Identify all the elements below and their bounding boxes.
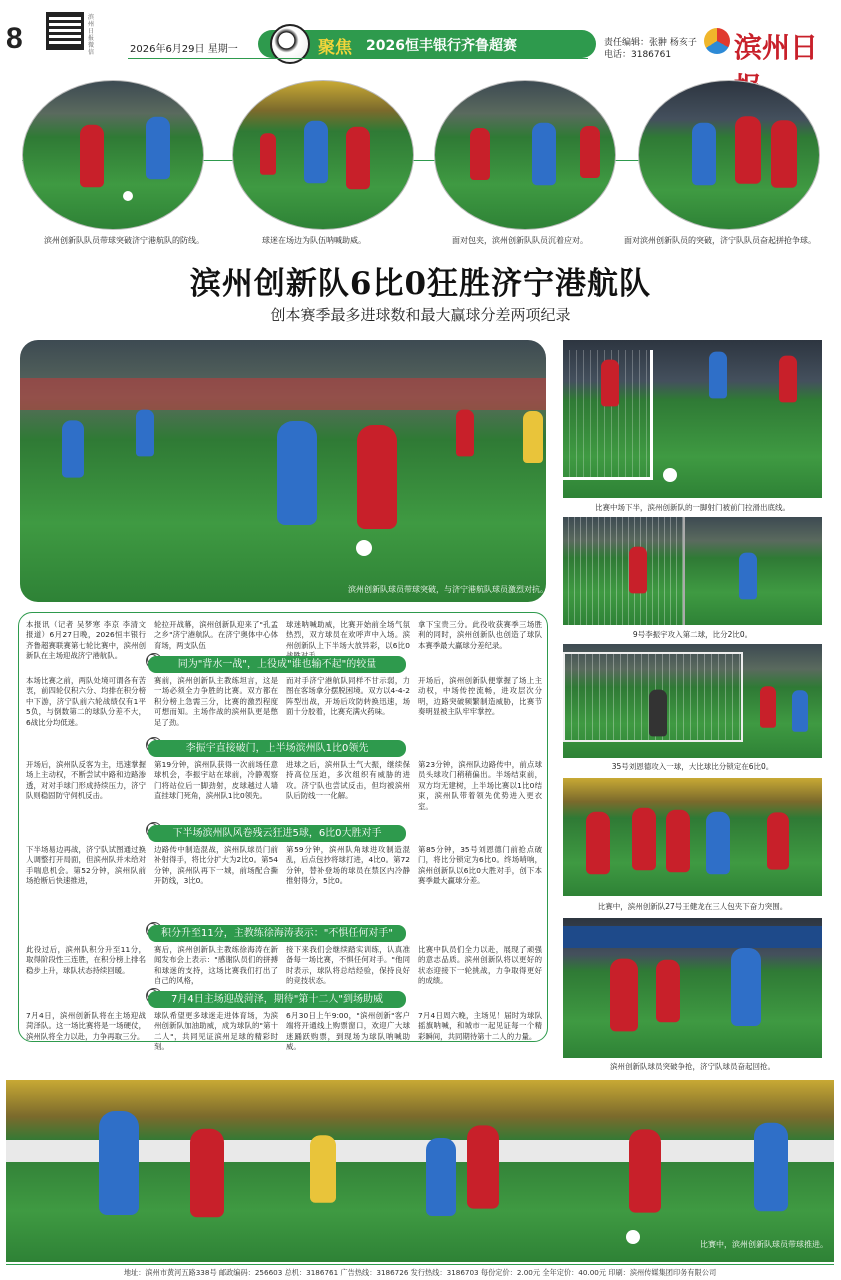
editor-line: 责任编辑：张翀 杨亥子	[604, 38, 697, 48]
article-intro-col1: 本报讯（记者 吴梦寒 李京 李清文 报道）6月27日晚，2026恒丰银行齐鲁超赛联赛第七轮比赛中，滨州创新队在主场迎战济宁港航队。	[26, 620, 146, 661]
section-heading-5: 7月4日主场迎战菏泽，期待"第十二人"到场助威	[148, 991, 406, 1008]
headline: 滨州创新队6比0狂胜济宁港航队	[189, 266, 652, 302]
section-2-col3: 进球之后，滨州队士气大振，继续保持高位压迫，多次组织有威胁的进攻。济宁队也尝试反击，但均被滨州队后防线一一化解。	[286, 760, 410, 801]
page-number: 8	[6, 22, 23, 55]
section-5-col1: 7月4日，滨州创新队将在主场迎战菏泽队。这一场比赛将是一场硬仗，滨州队将全力以赴，力争再取三分。	[26, 1011, 146, 1041]
right-caption-4: 比赛中，滨州创新队27号王健龙在三人包夹下奋力突围。	[597, 902, 788, 911]
right-caption-2: 9号李振宇攻入第二球，比分2比0。	[632, 630, 753, 639]
top-photo-4	[638, 80, 820, 230]
top-photo-1	[22, 80, 204, 230]
right-photo-1	[563, 340, 822, 498]
section-tag: 聚焦	[318, 38, 352, 58]
top-caption-3: 面对包夹，滨州创新队队员沉着应对。	[452, 236, 588, 245]
section-5-col2: 球队希望更多球迷走进体育场，为滨州创新队加油助威，成为球队的"第十二人"，共同见证滨州足球的精彩时刻。	[154, 1011, 278, 1052]
top-photo-2	[232, 80, 414, 230]
article-intro-col2: 轮拉开战幕，滨州创新队迎来了"孔孟之乡"济宁港航队。在济宁奥体中心体育场，两支队伍	[154, 620, 278, 650]
masthead: 滨州日	[734, 31, 819, 64]
section-1-col4: 开场后，滨州创新队便掌握了场上主动权，中场传控流畅，进攻层次分明，边路突破频繁制造威胁，比赛节奏明显被主队牢牢掌控。	[418, 676, 542, 717]
section-2-col1: 开场后，滨州队反客为主，迅速掌握场上主动权，不断尝试中路和边路渗透，对对手球门形成持续压力，济宁队则稳固防守伺机反击。	[26, 760, 146, 801]
section-heading-4: 积分升至11分，主教练徐海涛表示："不惧任何对手"	[148, 925, 406, 942]
section-heading-1: 同为"背水一战"，上役成"谁也输不起"的较量	[148, 656, 406, 673]
header-rule	[128, 58, 588, 59]
bottom-caption: 比赛中，滨州创新队球员带球推进。	[700, 1240, 828, 1249]
top-caption-4: 面对滨州创新队员的突破，济宁队队员奋起拼抢争球。	[624, 236, 816, 245]
section-2-col4: 第23分钟，滨州队边路传中，前点球员头球攻门稍稍偏出。半场结束前，双方均无建树，上半场比赛以1比0结束，滨州队带着领先优势进入更衣室。	[418, 760, 542, 811]
section-4-col1: 此役过后，滨州队积分升至11分，取得阶段性三连胜，在积分榜上排名稳步上升，球队状态持续回暖。	[26, 945, 146, 975]
right-photo-3	[563, 644, 822, 758]
footer-rule	[6, 1264, 834, 1265]
main-photo	[20, 340, 546, 602]
section-4-col2: 赛后，滨州创新队主教练徐海涛在新闻发布会上表示："感谢队员们的拼搏和球迷的支持，这场比赛我们打出了自己的风格，	[154, 945, 278, 986]
section-1-col2: 赛前，滨州创新队主教练坦言，这是一场必须全力争胜的比赛。双方都在积分榜上急需三分，比赛的激烈程度可想而知。主场作战的滨州队更是憋足了劲。	[154, 676, 278, 727]
section-4-col4: 比赛中队员们全力以赴，展现了顽强的意志品质。滨州创新队将以更好的状态迎接下一轮挑战，力争取得更好的成绩。	[418, 945, 542, 986]
section-5-col3: 6月30日上午9:00，"滨州创新"客户端将开通线上购票窗口，欢迎广大球迷踊跃购票，到现场为球队呐喊助威。	[286, 1011, 410, 1052]
qr-caption: 滨州日报微信	[88, 14, 95, 56]
article-intro-col3: 球迷呐喊助威，比赛开始前全场气氛热烈，双方球员在欢呼声中入场。滨州创新队上下半场大放异彩，以6比0	[286, 620, 410, 650]
section-3-col2: 边路传中制造混战，滨州队球员门前补射得手，将比分扩大为2比0。第54分钟，滨州队再下一城，前场配合撕开防线，3比0。	[154, 845, 278, 886]
qr-code	[46, 12, 84, 50]
main-photo-caption: 滨州创新队球员带球突破，与济宁港航队球员激烈对抗。	[348, 585, 548, 594]
right-photo-4	[563, 778, 822, 896]
section-heading-3: 下半场滨州队风卷残云狂进5球，6比0大胜对手	[148, 825, 406, 842]
right-caption-3: 35号刘恩德攻入一球，大比球比分锁定在6比0。	[611, 762, 774, 771]
section-1-col3: 而对手济宁港航队同样不甘示弱，力图在客场拿分摆脱困境。双方以4-4-2阵型出战，开场后攻防转换迅速，场面十分胶着，比赛充满火药味。	[286, 676, 410, 717]
section-title: 2026恒丰银行齐鲁超赛	[366, 38, 517, 54]
section-4-col3: 接下来我们会继续踏实训练，认真准备每一场比赛，不惧任何对手。"他同时表示，球队将总结经验，保持良好的竞技状态。	[286, 945, 410, 986]
right-caption-5: 滨州创新队球员突破争抢，济宁队球员奋起回抢。	[610, 1062, 775, 1071]
masthead-logo-icon	[704, 28, 730, 54]
section-1-col1: 本场比赛之前，两队处境可谓各有苦衷，前四轮仅积六分、均排在积分榜中下游，济宁队前六轮战绩仅有1平5负，与倒数第二的球队分差不大，6战比分均低迷。	[26, 676, 146, 727]
article-intro-col4: 拿下宝贵三分。此役收获赛季三场胜利的同时，滨州创新队也创造了球队本赛季最大赢球分差纪录。	[418, 620, 542, 650]
bottom-photo	[6, 1080, 834, 1262]
top-photo-3	[434, 80, 616, 230]
date-line: 2026年6月29日 星期一	[130, 44, 238, 55]
section-3-col3: 第59分钟，滨州队角球进攻制造混乱，后点包抄将球打进，4比0。第72分钟，替补登场的球员在禁区内冷静推射得分，5比0。	[286, 845, 410, 886]
subheadline: 创本赛季最多进球数和最大赢球分差两项纪录	[270, 306, 571, 324]
right-caption-1: 比赛中场下半，滨州创新队的一脚射门被前门拉滑出底线。	[595, 503, 790, 512]
right-photo-2	[563, 517, 822, 625]
right-photo-5	[563, 918, 822, 1058]
top-caption-1: 滨州创新队队员带球突破济宁港航队的防线。	[44, 236, 204, 245]
section-3-col1: 下半场易边再战，济宁队试图通过换人调整打开局面，但滨州队并未给对手喘息机会。第52分钟，滨州队前场抢断后快速推进，	[26, 845, 146, 886]
section-5-col4: 7月4日周六晚，主场见！届时为球队摇旗呐喊，和城市一起见证每一个精彩瞬间，共同期待第十二人的力量。	[418, 1011, 542, 1041]
section-2-col2: 第19分钟，滨州队获得一次前场任意球机会，李振宇站在球前，冷静观察门将站位后一脚劲射，皮球越过人墙直挂球门死角，滨州队1比0领先。	[154, 760, 278, 801]
footer: 地址：滨州市黄河五路338号 邮政编码：256603 总机：3186761 广告热线：3186726 发行热线：3186703 每份定价：2.00元 全年定价：40.00元 印刷：滨州传媒集团印务有限公司	[123, 1268, 717, 1277]
phone-line: 电话：3186761	[604, 50, 672, 60]
section-3-col4: 第85分钟，35号刘恩德门前抢点破门，将比分锁定为6比0。终场哨响，滨州创新队以6比0大胜对手，创下本赛季最大赢球分差。	[418, 845, 542, 886]
top-caption-2: 球迷在场边为队伍呐喊助威。	[262, 236, 366, 245]
section-heading-2: 李振宇直接破门，上半场滨州队1比0领先	[148, 740, 406, 757]
